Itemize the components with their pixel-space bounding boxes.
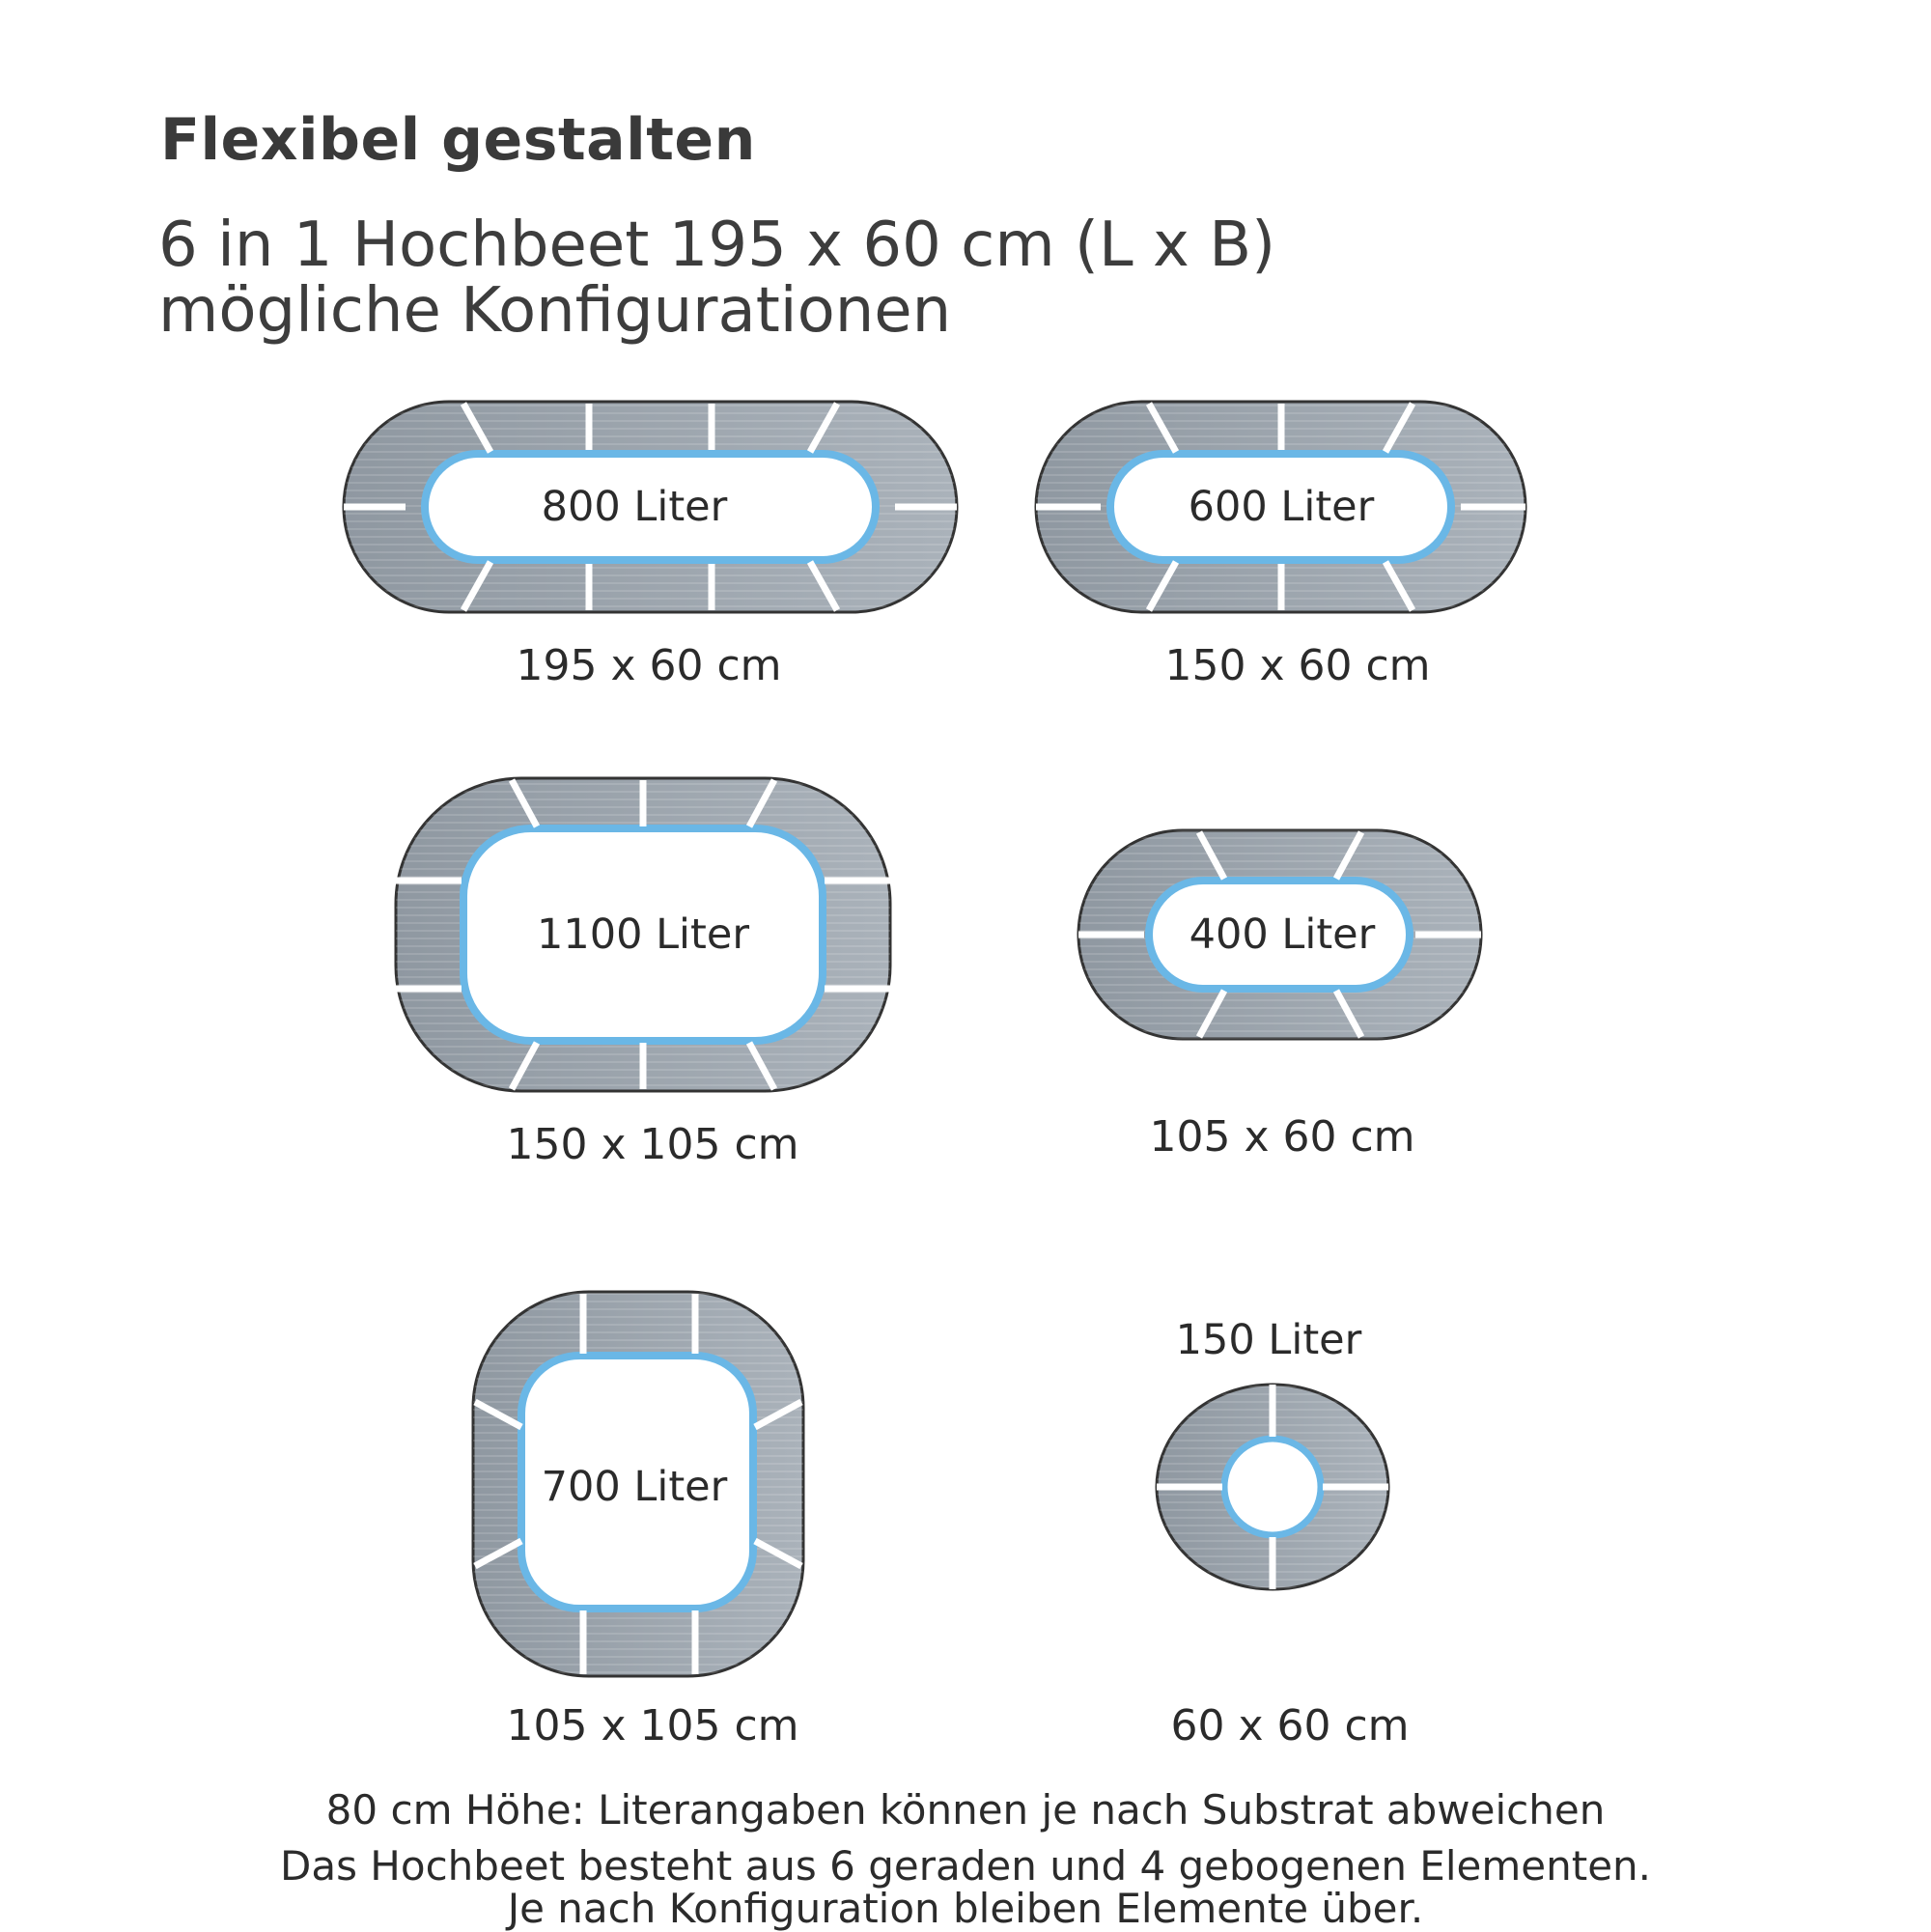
dimension-label-105x105: 105 x 105 cm bbox=[506, 1701, 799, 1750]
dimension-label-150x60: 150 x 60 cm bbox=[1164, 641, 1431, 690]
volume-label-800: 800 Liter bbox=[541, 483, 728, 531]
volume-label-400: 400 Liter bbox=[1189, 910, 1376, 959]
dimension-label-105x60: 105 x 60 cm bbox=[1149, 1112, 1415, 1162]
dimension-label-60x60: 60 x 60 cm bbox=[1170, 1701, 1410, 1750]
volume-label-600: 600 Liter bbox=[1188, 483, 1375, 531]
volume-label-150: 150 Liter bbox=[1175, 1316, 1362, 1364]
dimension-label-195x60: 195 x 60 cm bbox=[516, 641, 782, 690]
subtitle-line-2: mögliche Konfigurationen bbox=[158, 275, 952, 347]
dimension-label-150x105: 150 x 105 cm bbox=[506, 1120, 799, 1169]
volume-label-1100: 1100 Liter bbox=[537, 910, 749, 959]
volume-label-700: 700 Liter bbox=[541, 1463, 728, 1511]
footer-note-height: 80 cm Höhe: Literangaben können je nach Substrat abweichen bbox=[325, 1786, 1606, 1834]
headline: Flexibel gestalten bbox=[160, 106, 756, 174]
footer-note-elements: Das Hochbeet besteht aus 6 geraden und 4 gebogenen Elementen. bbox=[279, 1842, 1652, 1890]
raised-bed-150-liter bbox=[1157, 1385, 1388, 1589]
subtitle-line-1: 6 in 1 Hochbeet 195 x 60 cm (L x B) bbox=[158, 210, 1276, 281]
footer-note-leftover: Je nach Konfiguration bleiben Elemente über. bbox=[507, 1885, 1424, 1932]
